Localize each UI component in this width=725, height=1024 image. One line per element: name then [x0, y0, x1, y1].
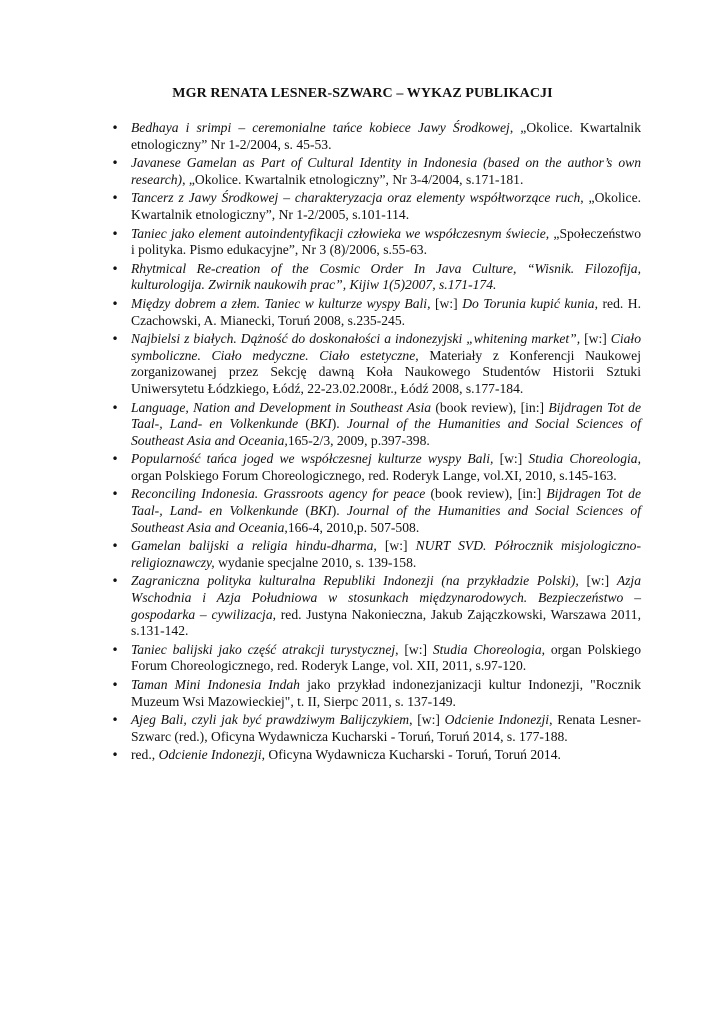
- citation-text: , „Okolice. Kwartalnik etnologiczny” Nr 1-2/2004, s. 45-53.: [131, 120, 641, 152]
- citation-text: (: [298, 416, 310, 432]
- publication-item: [109, 226, 641, 259]
- citation-text: ,166-4, 2010,p. 507-508.: [284, 519, 420, 535]
- citation-text: , [w:]: [409, 712, 445, 728]
- publication-item: [109, 155, 641, 188]
- publication-item: [109, 190, 641, 223]
- bullet-icon: •: [111, 574, 119, 589]
- citation-text: „Społeczeństwo i polityka. Pismo edukacyjne”, Nr 3 (8)/2006, s.55-63.: [131, 225, 641, 258]
- citation-text: (: [298, 503, 310, 519]
- citation-italic-text: Odcienie Indonezji: [158, 747, 262, 763]
- citation-text: , „Okolice. Kwartalnik etnologiczny”, Nr 1-2/2005, s.101-114.: [131, 190, 642, 222]
- citation-text: , organ Polskiego Forum Choreologicznego, red. Roderyk Lange, vol. XII, 2011, s.97-120.: [131, 641, 641, 674]
- citation-text: jako przykład indonezjanizacji kultur Indonezji, "Rocznik Muzeum Wsi Mazowieckiej", t. II, Sierpc 2011, s. 137-149.: [131, 677, 641, 709]
- citation-text: , red. Justyna Nakonieczna, Jakub Zajączkowski, Warszawa 2011, s.131-142.: [131, 606, 641, 639]
- citation-italic-text: BKI: [309, 416, 332, 432]
- citation-italic-text: Bijdragen Tot de Taal-, Land- en Volkenkunde: [131, 486, 641, 519]
- citation-text: , Renata Lesner-Szwarc (red.), Oficyna Wydawnicza Kucharski - Toruń, Toruń 2014, s. 177-188.: [131, 712, 641, 744]
- publication-item: [109, 331, 641, 397]
- citation-italic-text: Bedhaya i srimpi – ceremonialne tańce kobiece Jawy Środkowej: [131, 120, 510, 135]
- citation-text: [w:]: [376, 538, 416, 554]
- bullet-icon: •: [111, 226, 119, 241]
- publication-item: [109, 120, 641, 153]
- citation-italic-text: Journal of the Humanities and Social Sciences of Southeast Asia and Oceania,: [131, 416, 641, 448]
- citation-italic-text: Najbielsi z białych. Dążność do doskonałości a indonezyjski „whitening market”,: [131, 331, 581, 347]
- publication-item: [109, 261, 641, 294]
- citation-text: , red. H. Czachowski, A. Mianecki, Toruń 2008, s.235-245.: [131, 295, 642, 328]
- citation-italic-text: Taniec balijski jako część atrakcji turystycznej: [131, 641, 396, 657]
- publication-item: [109, 400, 641, 450]
- citation-text: , Oficyna Wydawnicza Kucharski - Toruń, Toruń 2014.: [261, 747, 561, 763]
- citation-italic-text: Studia Choreologia: [432, 641, 542, 657]
- citation-italic-text: Azja Wschodnia i Azja Południowa w stosunkach międzynarodowych. Bezpieczeństwo – gospodarka – cywilizacja: [131, 573, 641, 622]
- bullet-icon: •: [111, 332, 119, 347]
- citation-text: [w:]: [430, 295, 463, 311]
- publication-item: [109, 451, 641, 484]
- citation-italic-text: Journal of the Humanities and Social Sciences of Southeast Asia and Oceania: [131, 503, 641, 535]
- citation-italic-text: Studia Choreologia: [528, 451, 638, 467]
- bullet-icon: •: [111, 713, 119, 728]
- bullet-icon: •: [111, 678, 119, 692]
- bullet-icon: •: [111, 487, 119, 502]
- citation-italic-text: Ciało symboliczne. Ciało medyczne. Ciało estetyczne: [131, 331, 642, 363]
- bullet-icon: •: [111, 261, 119, 276]
- bullet-icon: •: [111, 642, 119, 657]
- citation-italic-text: Do Torunia kupić kunia: [462, 295, 595, 311]
- publication-item: [109, 642, 641, 675]
- document-title: MGR RENATA LESNER-SZWARC – WYKAZ PUBLIKACJI: [172, 86, 553, 101]
- bullet-icon: •: [111, 452, 119, 467]
- publication-list: [109, 120, 641, 766]
- citation-italic-text: Rhytmical Re-creation of the Cosmic Order In Java Culture, “Wisnik. Filozofija, kulturologija. Zwirnik naukowih prac”, Kijiw 1(5)2007, s.171-174.: [131, 260, 641, 293]
- publication-item: [109, 538, 641, 571]
- citation-italic-text: Reconciling Indonesia. Grassroots agency for peace: [131, 486, 426, 502]
- citation-italic-text: Taman Mini Indonesia Indah: [131, 677, 300, 692]
- citation-text: [w:]: [578, 573, 617, 589]
- bullet-icon: •: [111, 156, 119, 171]
- citation-italic-text: Między dobrem a złem. Taniec w kulturze wyspy Bali,: [131, 295, 431, 311]
- citation-text: wydanie specjalne 2010, s. 139-158.: [214, 554, 417, 570]
- citation-text: red.,: [131, 747, 159, 763]
- citation-italic-text: Bijdragen Tot de Taal-, Land- en Volkenkunde: [131, 399, 642, 432]
- citation-italic-text: Taniec jako element autoindentyfikacji człowieka we współczesnym świecie,: [131, 225, 550, 241]
- bullet-icon: •: [111, 400, 119, 415]
- publication-item: [109, 296, 641, 329]
- bullet-icon: •: [111, 539, 119, 554]
- bullet-icon: •: [111, 748, 119, 763]
- citation-text: , „Okolice. Kwartalnik etnologiczny”, Nr 3-4/2004, s.171-181.: [182, 171, 524, 187]
- publication-item: [109, 677, 641, 710]
- citation-text: 165-2/3, 2009, p.397-398.: [287, 432, 430, 448]
- citation-text: ).: [331, 503, 347, 519]
- citation-italic-text: Gamelan balijski a religia hindu-dharma,: [131, 538, 377, 554]
- citation-text: [w:]: [580, 331, 611, 347]
- citation-italic-text: Language, Nation and Development in Southeast Asia: [131, 399, 432, 415]
- citation-italic-text: Javanese Gamelan as Part of Cultural Identity in Indonesia (based on the author’s own research): [131, 155, 641, 187]
- bullet-icon: •: [111, 296, 119, 311]
- citation-italic-text: BKI: [309, 503, 332, 519]
- citation-italic-text: Ajeg Bali, czyli jak być prawdziwym Balijczykiem: [131, 712, 410, 728]
- citation-text: (book review), [in:]: [425, 486, 547, 502]
- citation-italic-text: Zagraniczna polityka kulturalna Republiki Indonezji (na przykładzie Polski),: [131, 573, 579, 589]
- publication-item: [109, 747, 641, 764]
- citation-italic-text: NURT SVD. Półrocznik misjologiczno-religioznawczy,: [131, 538, 641, 570]
- bullet-icon: •: [111, 191, 119, 206]
- citation-text: [w:]: [493, 451, 529, 467]
- citation-italic-text: Odcienie Indonezji: [444, 712, 550, 728]
- citation-text: , Materiały z Konferencji Naukowej zorganizowanej przez Sekcję dawną Koła Naukowego Studentów Historii Sztuki Uniwersytetu Łódzkiego, Łódź, 22-23.02.2008r., Łódź 2008, s.177-184.: [131, 347, 641, 396]
- citation-italic-text: Popularność tańca joged we współczesnej kulturze wyspy Bali,: [131, 451, 494, 467]
- citation-text: (book review), [in:]: [431, 399, 549, 415]
- citation-text: , [w:]: [395, 641, 433, 657]
- publication-item: [109, 486, 641, 536]
- citation-text: ).: [331, 416, 347, 432]
- bullet-icon: •: [111, 121, 119, 135]
- publication-item: [109, 573, 641, 639]
- publication-item: [109, 712, 641, 745]
- citation-text: , organ Polskiego Forum Choreologicznego, red. Roderyk Lange, vol.XI, 2010, s.145-163.: [131, 451, 641, 483]
- citation-italic-text: Tancerz z Jawy Środkowej – charakteryzacja oraz elementy współtworzące ruch: [131, 190, 581, 206]
